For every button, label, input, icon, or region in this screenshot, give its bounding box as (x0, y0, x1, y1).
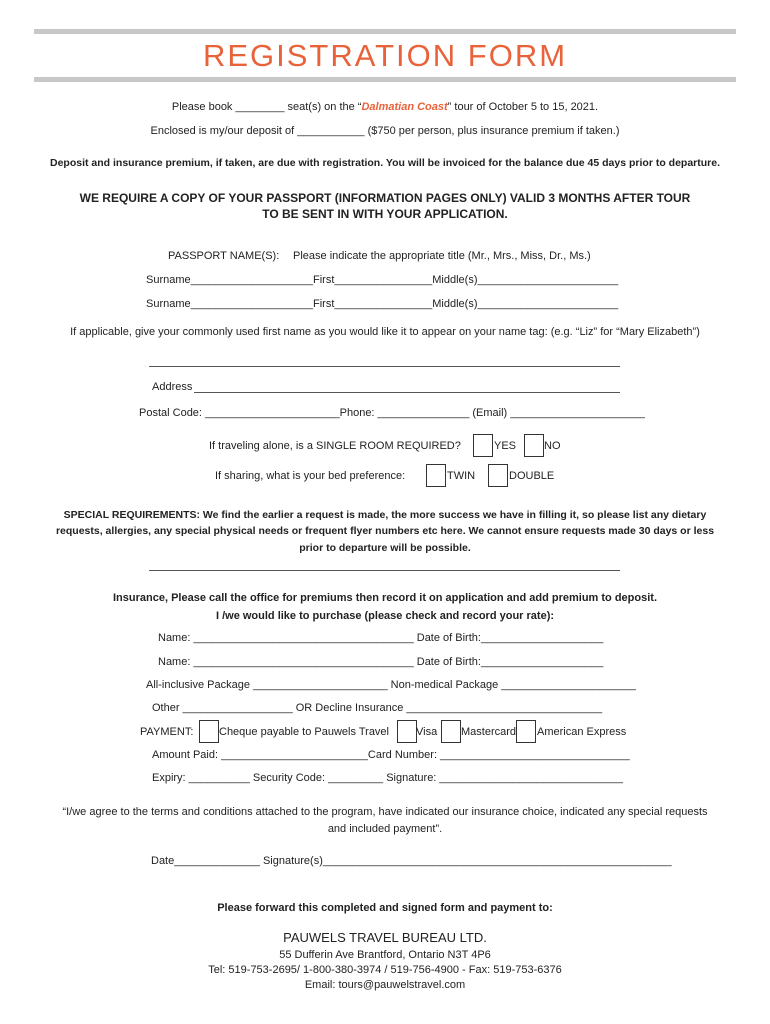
amount-card-line[interactable]: Amount Paid: ________________________Card Number: _______________________________ (152, 749, 630, 761)
forward-instruction: Please forward this completed and signed form and payment to: (217, 902, 553, 914)
nametag-instruction: If applicable, give your commonly used first name as you would like it to appear on your name tag: (e.g. “Liz” for “Mary Elizabeth”) (70, 326, 700, 338)
title-rule (34, 77, 736, 82)
insurance-instruction: Insurance, Please call the office for premiums then record it on application and add premium to deposit. (113, 592, 657, 604)
address-label: Address (152, 381, 193, 393)
booking-line (0, 101, 770, 113)
single-room-question: If traveling alone, is a SINGLE ROOM REQUIRED? (209, 440, 461, 452)
twin-label: TWIN (447, 470, 476, 482)
top-rule (34, 29, 736, 34)
cheque-checkbox[interactable] (199, 720, 219, 743)
special-requirements-2: requests, allergies, any special physical needs or frequent flyer numbers etc here. We cannot ensure requests made 30 days or less (55, 525, 715, 537)
amex-checkbox[interactable] (516, 720, 536, 743)
twin-checkbox[interactable] (426, 464, 446, 487)
insurance-purchase-line: I /we would like to purchase (please check and record your rate): (215, 610, 555, 622)
double-label: DOUBLE (509, 470, 555, 482)
booking-text-post: ” tour of October 5 to 15, 2021. (447, 101, 599, 113)
passport-label: PASSPORT NAME(S): (168, 250, 280, 262)
passport-notice-2: TO BE SENT IN WITH YOUR APPLICATION. (262, 207, 508, 221)
agreement-1: “I/we agree to the terms and conditions attached to the program, have indicated our insurance choice, indicated any special requests (62, 806, 708, 818)
amex-label: American Express (537, 726, 627, 738)
booking-text-pre: Please book ________ seat(s) on the “ (171, 101, 362, 113)
special-requirements-1: SPECIAL REQUIREMENTS: We find the earlier a request is made, the more success we have in filling it, so please list any dietary (63, 509, 707, 521)
mastercard-label: Mastercard (461, 726, 516, 738)
form-title: REGISTRATION FORM (202, 38, 568, 73)
deposit-line: Enclosed is my/our deposit of ___________ ($750 per person, plus insurance premium if taken.) (150, 125, 620, 137)
yes-label: YES (494, 440, 517, 452)
mastercard-checkbox[interactable] (441, 720, 461, 743)
nametag-field[interactable] (149, 366, 620, 367)
double-checkbox[interactable] (488, 464, 508, 487)
other-line[interactable]: Other __________________ OR Decline Insurance ________________________________ (152, 702, 603, 714)
special-requirements-3: prior to departure will be possible. (299, 542, 471, 554)
no-checkbox[interactable] (524, 434, 544, 457)
company-name: PAUWELS TRAVEL BUREAU LTD. (283, 930, 487, 945)
payment-label: PAYMENT: (140, 726, 194, 738)
expiry-line[interactable]: Expiry: __________ Security Code: _________ Signature: ______________________________ (152, 772, 623, 784)
company-address: 55 Dufferin Ave Brantford, Ontario N3T 4P6 (279, 949, 491, 961)
company-phones: Tel: 519-753-2695/ 1-800-380-3974 / 519-756-4900 - Fax: 519-753-6376 (208, 964, 562, 976)
insured-name-2[interactable]: Name: ____________________________________ Date of Birth:____________________ (158, 656, 604, 668)
insured-name-1[interactable]: Name: ____________________________________ Date of Birth:____________________ (158, 632, 604, 644)
name-row-2[interactable]: Surname____________________First________________Middle(s)_______________________ (146, 298, 619, 310)
yes-checkbox[interactable] (473, 434, 493, 457)
passport-hint: Please indicate the appropriate title (Mr., Mrs., Miss, Dr., Ms.) (293, 250, 591, 262)
agreement-2: and included payment”. (327, 823, 443, 835)
package-line[interactable]: All-inclusive Package ______________________ Non-medical Package ______________________ (146, 679, 636, 691)
contact-line[interactable]: Postal Code: ______________________Phone: _______________ (Email) ______________________ (139, 407, 645, 419)
visa-label: Visa (416, 726, 438, 738)
address-field[interactable] (194, 392, 620, 393)
bed-preference-question: If sharing, what is your bed preference: (215, 470, 406, 482)
cheque-label: Cheque payable to Pauwels Travel (219, 726, 389, 738)
deposit-note: Deposit and insurance premium, if taken, are due with registration. You will be invoiced for the balance due 45 days prior to departure. (49, 157, 720, 169)
name-row-1[interactable]: Surname____________________First________________Middle(s)_______________________ (146, 274, 619, 286)
no-label: NO (544, 440, 561, 452)
tour-name: Dalmatian Coast (361, 101, 448, 113)
passport-notice-1: WE REQUIRE A COPY OF YOUR PASSPORT (INFORMATION PAGES ONLY) VALID 3 MONTHS AFTER TOUR (79, 191, 691, 205)
date-signature-line[interactable]: Date______________ Signature(s)_________________________________________________________ (151, 855, 672, 867)
special-requirements-field[interactable] (149, 570, 620, 571)
company-email[interactable]: Email: tours@pauwelstravel.com (304, 979, 466, 991)
visa-checkbox[interactable] (397, 720, 417, 743)
